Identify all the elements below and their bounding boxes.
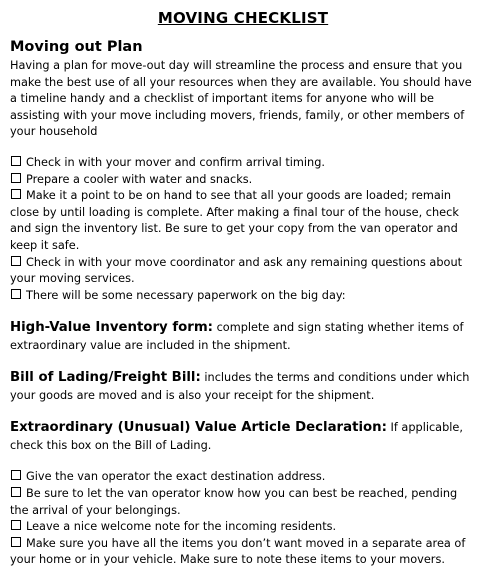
checklist-item bbox=[10, 288, 476, 305]
checklist-item bbox=[10, 172, 476, 189]
checkbox-icon[interactable] bbox=[11, 289, 21, 299]
term-label: High-Value Inventory form: bbox=[10, 320, 213, 336]
checkbox-icon[interactable] bbox=[11, 173, 21, 183]
checkbox-icon[interactable] bbox=[11, 520, 21, 530]
checklist-item-text: There will be some necessary paperwork on the big day: bbox=[26, 288, 346, 302]
checklist-item-text: Make it a point to be on hand to see that all your goods are loaded; remain close by until loading is complete. After making a final tour of the house, check and sign the inventory list. Be sure to get your copy from the van operator and keep it safe. bbox=[10, 189, 459, 252]
checkbox-icon[interactable] bbox=[11, 537, 21, 547]
checkbox-icon[interactable] bbox=[11, 487, 21, 497]
checkbox-icon[interactable] bbox=[11, 156, 21, 166]
checklist-item-text: Check in with your mover and confirm arrival timing. bbox=[26, 155, 325, 169]
intro-paragraph: Having a plan for move-out day will streamline the process and ensure that you make the best use of all your resources when they are available. You should have a timeline handy and a checklist of important items for anyone who will be assisting with your move including movers, friends, family, or other members of your household bbox=[10, 59, 472, 139]
checkbox-icon[interactable] bbox=[11, 256, 21, 266]
document-title: MOVING CHECKLIST bbox=[157, 9, 329, 27]
checklist-item-text: Be sure to let the van operator know how you can best be reached, pending the arrival of your belongings. bbox=[10, 486, 458, 517]
checklist-item-text: Give the van operator the exact destination address. bbox=[26, 470, 326, 484]
term-description: complete and sign stating whether items of extraordinary value are included in the shipment. bbox=[10, 321, 464, 352]
checklist-document bbox=[10, 8, 476, 569]
checklist-item-text: Make sure you have all the items you don’t want moved in a separate area of your home or in your vehicle. Make sure to note these items to your movers. bbox=[10, 536, 466, 567]
section-heading: Moving out Plan bbox=[10, 39, 143, 55]
checkbox-icon[interactable] bbox=[11, 470, 21, 480]
checklist-item-text: Check in with your move coordinator and ask any remaining questions about your moving services. bbox=[10, 255, 463, 286]
term-entry bbox=[10, 319, 476, 354]
term-description: If applicable, check this box on the Bill of Lading. bbox=[10, 421, 463, 452]
checklist-item bbox=[10, 469, 476, 486]
term-entry bbox=[10, 369, 476, 404]
term-label: Extraordinary (Unusual) Value Article Declaration: bbox=[10, 420, 387, 436]
checklist-item bbox=[10, 519, 476, 536]
checklist-departure bbox=[10, 469, 476, 569]
checklist-move-out bbox=[10, 155, 476, 304]
checklist-item bbox=[10, 188, 476, 254]
checklist-item bbox=[10, 536, 476, 569]
checkbox-icon[interactable] bbox=[11, 189, 21, 199]
checklist-item bbox=[10, 486, 476, 519]
term-description: includes the terms and conditions under which your goods are moved and is also your receipt for the shipment. bbox=[10, 371, 470, 402]
term-entry bbox=[10, 419, 476, 454]
checklist-item-text: Prepare a cooler with water and snacks. bbox=[26, 172, 253, 186]
checklist-item bbox=[10, 255, 476, 288]
checklist-item-text: Leave a nice welcome note for the incoming residents. bbox=[26, 520, 337, 534]
checklist-item bbox=[10, 155, 476, 172]
term-label: Bill of Lading/Freight Bill: bbox=[10, 370, 201, 386]
